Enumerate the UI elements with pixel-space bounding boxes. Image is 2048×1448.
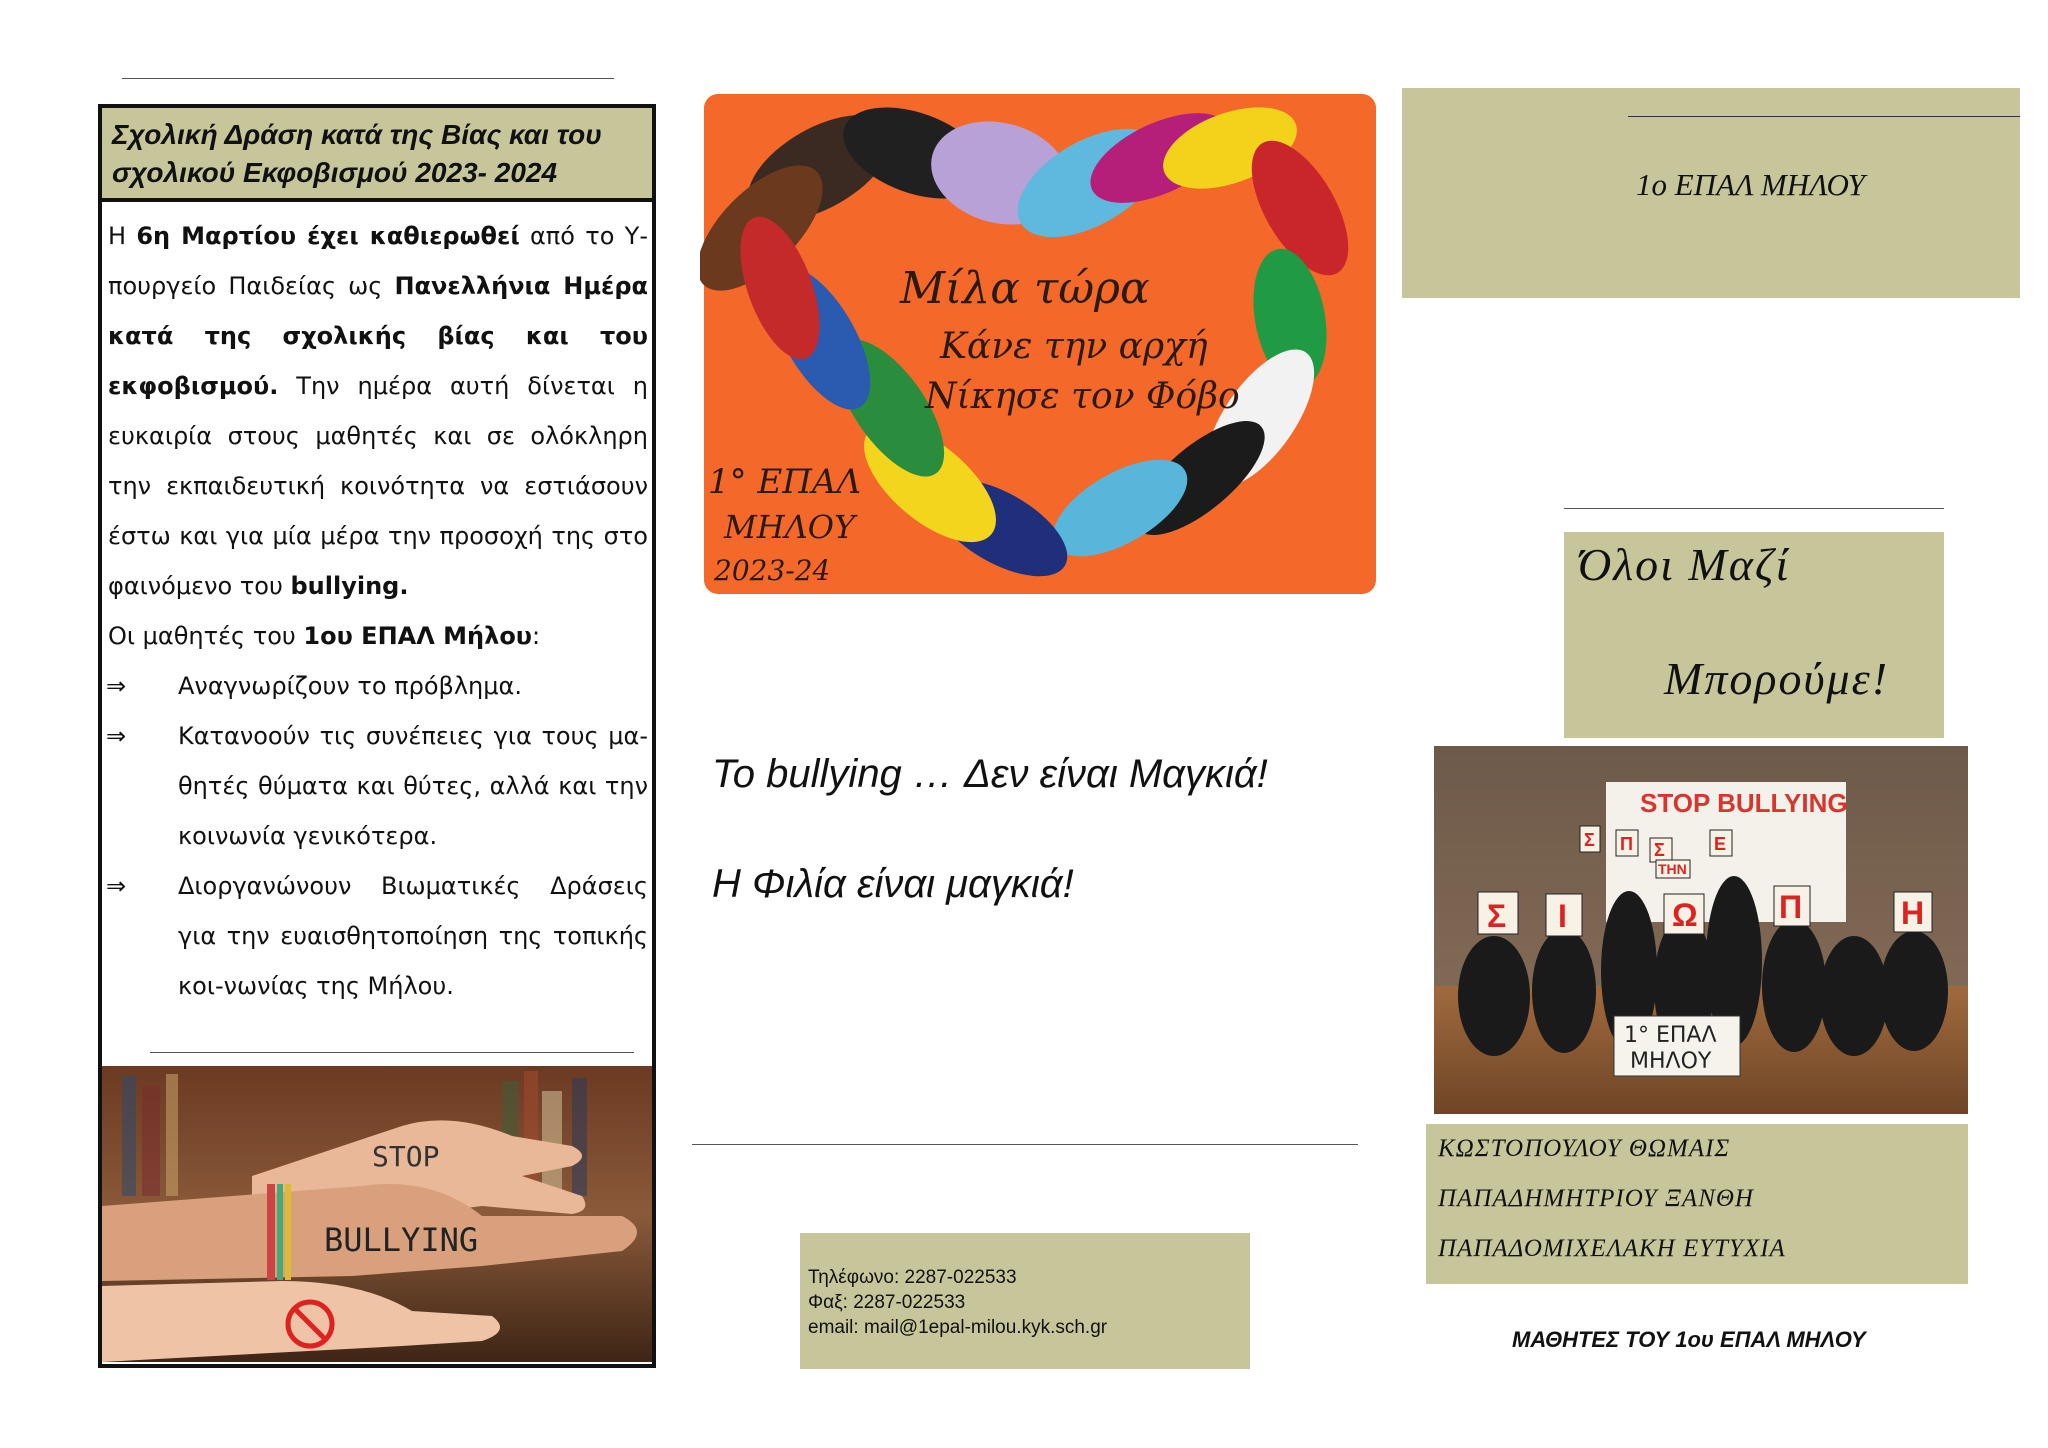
bullet-item: Αναγνωρίζουν το πρόβλημα. [178, 672, 522, 700]
floor-sign-1: 1° ΕΠΑΛ [1624, 1023, 1717, 1048]
sign-letter: Ω [1672, 897, 1698, 933]
motto-top-rule [1564, 508, 1944, 509]
bullet-item: Κατανοούν τις συνέπειες για τους μα-θητές θύματα και θύτες, αλλά και την κοινωνία γενικότερα. [178, 722, 648, 850]
poster-school-2: ΜΗΛΟΥ [724, 508, 856, 546]
poster-school-1: 1° ΕΠΑΛ [708, 462, 862, 502]
photo-stop-text: STOP [372, 1140, 440, 1173]
contact-email: email: mail@1epal-milou.kyk.sch.gr [808, 1317, 1108, 1338]
title-box [98, 104, 656, 202]
sign-letter: Η [1901, 895, 1925, 931]
stop-bullying-photo [102, 1066, 652, 1362]
screen-title: STOP BULLYING [1640, 788, 1848, 818]
student-name: ΠΑΠΑΔΗΜΗΤΡΙΟΥ ΞΑΝΘΗ [1438, 1185, 1754, 1212]
motto-line-1: Όλοι Μαζί [1578, 539, 1791, 590]
contact-fax: Φαξ: 2287-022533 [808, 1292, 966, 1313]
poster-line-3: Νίκησε τον Φόβο [925, 376, 1240, 417]
sign-small: Σ [1654, 840, 1665, 860]
sign-letter: Ι [1558, 898, 1567, 934]
sign-letter: Σ [1487, 898, 1507, 934]
poster-line-1: Μίλα τώρα [900, 263, 1150, 314]
sign-thn: ΤΗΝ [1658, 861, 1687, 877]
slogan-friendship: Η Φιλία είναι μαγκιά! [712, 862, 1074, 906]
date-highlight: 6η Μαρτίου έχει καθιερωθεί [136, 222, 520, 250]
intro-paragraph: Η 6η Μαρτίου έχει καθιερωθεί από το Υ-πουργείο Παιδείας ως Πανελλήνια Ημέρα κατά της σχολικής βίας και του εκφοβισμού. Την ημέρα αυτή δίνεται η ευκαιρία στους μαθητές και σε ολόκληρη την εκπαιδευτική κοινότητα να εστιάσουν έστω και για μία μέρα την προσοχή της στο φαινόμενο του bullying. [108, 222, 649, 600]
poster-line-2: Κάνε την αρχή [940, 326, 1208, 367]
sign-small: Π [1620, 834, 1633, 854]
photo-bullying-text: BULLYING [324, 1221, 479, 1259]
motto-line-2: Μπορούμε! [1664, 653, 1890, 704]
poster-year: 2023-24 [714, 554, 831, 587]
student-name: ΚΩΣΤΟΠΟΥΛΟΥ ΘΩΜΑΙΣ [1438, 1135, 1731, 1162]
students-credit: ΜΑΘΗΤΕΣ ΤΟΥ 1ου ΕΠΑΛ ΜΗΛΟΥ [1512, 1327, 1866, 1352]
students-intro: Οι μαθητές του 1ου ΕΠΑΛ Μήλου: [108, 622, 541, 650]
title-line-1: Σχολική Δράση κατά της Βίας και του [112, 119, 602, 150]
contact-phone: Τηλέφωνο: 2287-022533 [808, 1267, 1017, 1288]
top-left-rule [122, 78, 614, 79]
school-name: 1ο ΕΠΑΛ ΜΗΛΟΥ [1636, 167, 1865, 202]
bullets-bottom-rule [150, 1052, 634, 1053]
arrow-icon: ⇒ [106, 722, 127, 750]
school-box-rule [1628, 116, 2020, 117]
day-highlight: Πανελλήνια Ημέρα κατά της σχολικής βίας και του εκφοβισμού. [108, 272, 648, 400]
bullet-item: Διοργανώνουν Βιωματικές Δράσεις για την ευαισθητοποίηση της τοπικής κοι-νωνίας της Μήλου. [178, 872, 648, 1000]
title-line-2: σχολικού Εκφοβισμού 2023- 2024 [112, 157, 558, 188]
student-name: ΠΑΠΑΔΟΜΙΧΕΛΑΚΗ ΕΥΤΥΧΙΑ [1438, 1235, 1786, 1262]
center-bottom-rule [692, 1144, 1358, 1145]
arrow-icon: ⇒ [106, 672, 127, 700]
hands-poster [700, 88, 1380, 598]
group-photo [1434, 746, 1968, 1114]
slogan-bullying: Το bullying … Δεν είναι Μαγκιά! [712, 752, 1268, 796]
arrow-icon: ⇒ [106, 872, 127, 900]
bullying-highlight: bullying. [290, 572, 409, 600]
sign-letter: Π [1779, 889, 1803, 925]
contact-box [800, 1233, 1250, 1369]
sign-small: Σ [1584, 830, 1595, 850]
floor-sign-2: ΜΗΛΟΥ [1630, 1049, 1712, 1074]
sign-small: Ε [1714, 834, 1727, 854]
